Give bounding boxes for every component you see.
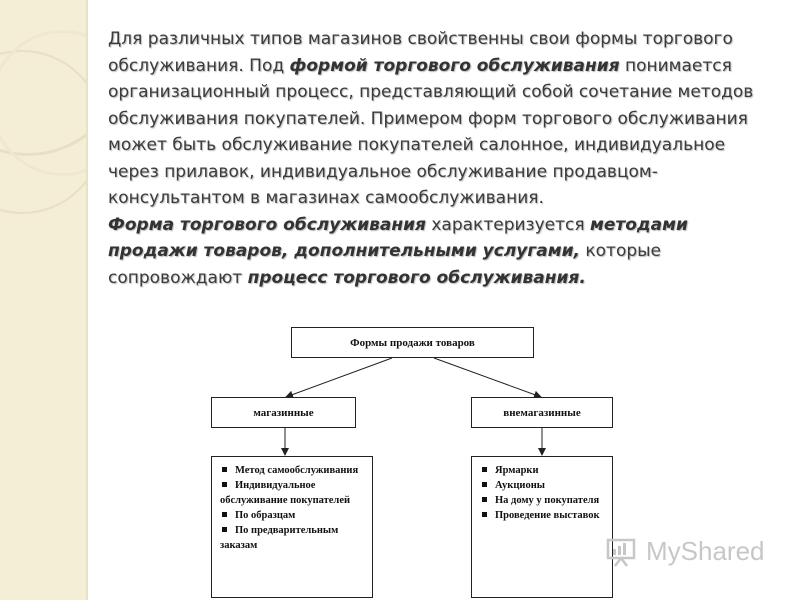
root-node xyxy=(291,327,534,358)
in-store-methods-box xyxy=(211,456,373,598)
bullet-square-icon xyxy=(482,497,487,502)
node-out-of-store xyxy=(471,397,613,428)
emphasis-span: процесс торгового обслуживания. xyxy=(247,267,586,288)
text-span: характеризуется xyxy=(425,214,590,235)
arrow-root-to-right xyxy=(434,358,541,397)
out-of-store-methods-box xyxy=(471,456,613,598)
bullet-square-icon xyxy=(482,467,487,472)
root-node-label: Формы продажи товаров xyxy=(350,336,475,349)
list-item: По предварительным заказам xyxy=(220,525,339,551)
list-item: Индивидуальное обслуживание покупателей xyxy=(220,480,351,506)
bullet-square-icon xyxy=(222,467,227,472)
list-item: Ярмарки xyxy=(480,463,608,478)
list-item: Аукционы xyxy=(480,478,608,493)
bullet-square-icon xyxy=(482,512,487,517)
emphasis-span: методами продажи товаров, дополнительными услугами, xyxy=(108,214,688,261)
text-span: Для различных типов магазинов свойственны свои формы торгового обслуживания. Под xyxy=(108,29,733,76)
emphasis-span: формой торгового обслуживания xyxy=(289,55,620,76)
bullet-square-icon xyxy=(482,482,487,487)
bullet-square-icon xyxy=(222,527,227,532)
watermark xyxy=(606,536,765,567)
bullet-square-icon xyxy=(222,482,227,487)
list-item: Проведение выставок xyxy=(480,508,608,523)
list-item: По образцам xyxy=(220,508,368,523)
presentation-board-icon xyxy=(606,537,640,567)
watermark-text: MyShared xyxy=(646,536,765,566)
text-span: которые сопровождают xyxy=(108,241,662,288)
list-item: Метод самообслуживания xyxy=(220,463,368,478)
arrow-root-to-left xyxy=(286,358,392,397)
node-in-store xyxy=(211,397,356,428)
node-in-store-label: магазинные xyxy=(253,406,314,419)
bullet-square-icon xyxy=(222,512,227,517)
list-item: На дому у покупателя xyxy=(480,493,608,508)
text-span: понимается организационный процесс, представляющий собой сочетание методов обслуживания покупателей. Примером форм торгового обслуживания может быть обслуживание покупателей салонное, индивидуальное через прилавок, индивидуальное обслуживание продавцом-консультантом в магазинах самообслуживания. xyxy=(108,55,754,208)
emphasis-span: Форма торгового обслуживания xyxy=(108,214,426,235)
node-out-of-store-label: внемагазинные xyxy=(503,406,581,419)
